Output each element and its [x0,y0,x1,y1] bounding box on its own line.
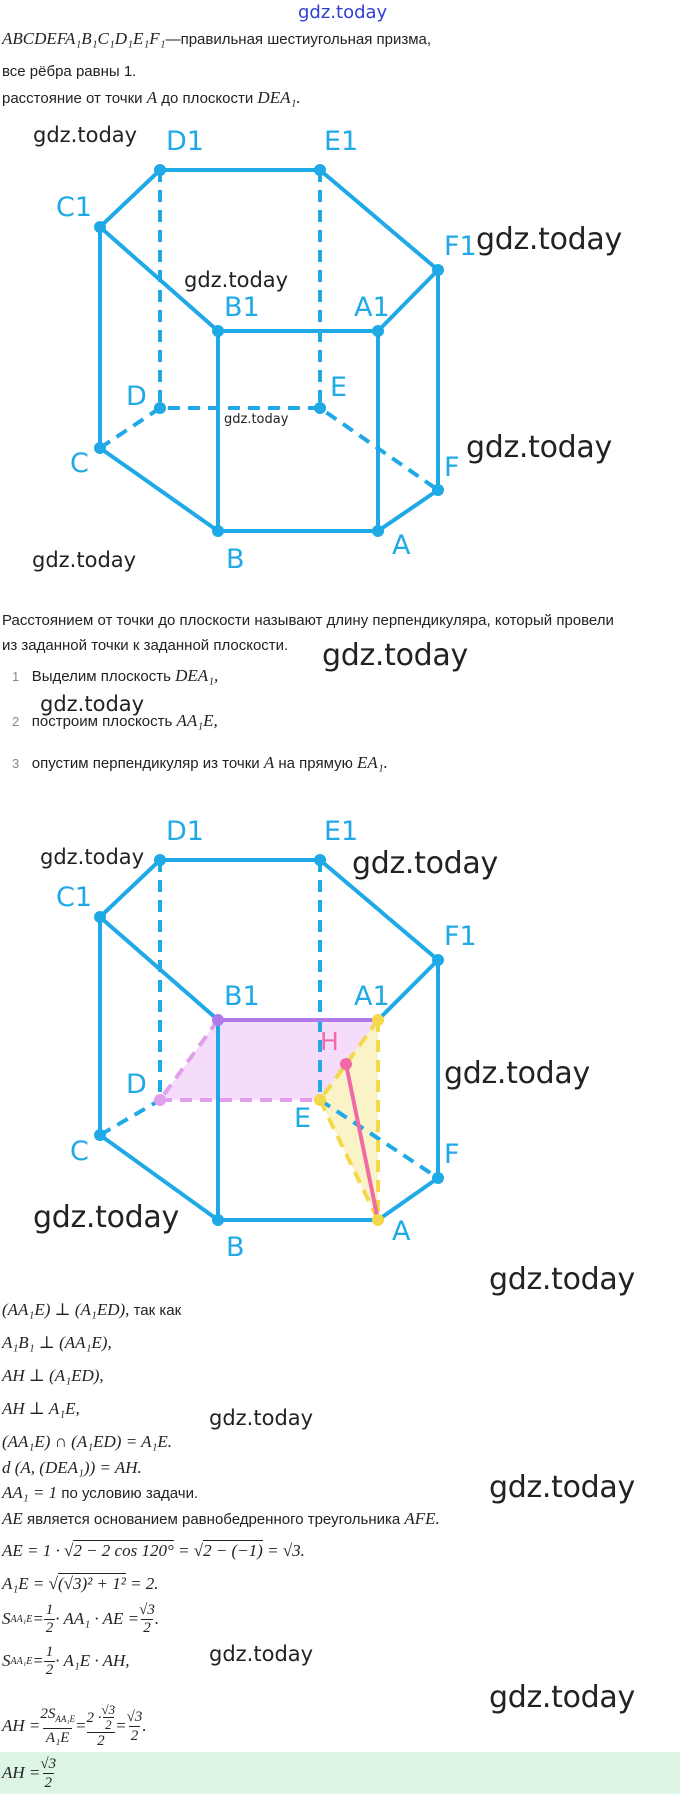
fig1-label-b: B [226,544,245,575]
step-2 [12,711,218,732]
step-number: 1 [12,669,20,684]
fig1-bottom-visible [100,448,438,531]
fig2-label-f1: F1 [444,921,477,952]
fig1-label-a1: A1 [354,292,390,323]
problem-line-1-rest: —правильная шестиугольная призма, [165,31,432,48]
equation-ae: AE = 1 · √2 − 2 cos 120° = √2 − (−1) = √3. [2,1541,305,1560]
solution-line-6: d (A, (DEA₁)) = AH. [2,1458,142,1477]
step-text: Выделим плоскость [31,668,176,685]
watermark: gdz.today [209,1642,314,1666]
solution-line-1 [2,1300,181,1321]
watermark: gdz.today [489,1470,635,1505]
watermark: gdz.today [322,638,468,673]
fig2-label-h: H [320,1027,339,1056]
solution-text: является основанием равнобедренного треугольника [22,1511,405,1528]
problem-line-3-mid: до плоскости [157,90,258,107]
problem-line-3-pre: расстояние от точки [2,90,147,107]
watermark: gdz.today [32,548,137,572]
fig1-label-f1: F1 [444,231,477,262]
step-math: EA₁. [356,753,388,772]
fig1-label-f: F [444,452,460,483]
prism-name: ABCDEFA₁B₁C₁D₁E₁F₁ [2,29,166,48]
solution-text: так как [129,1302,182,1319]
fig1-label-d1: D1 [166,126,204,157]
fig1-label-c: C [70,448,89,479]
step-math: DEA₁, [175,666,219,685]
watermark: gdz.today [40,845,145,869]
watermark: gdz.today [352,846,498,881]
answer-highlight [0,1752,680,1794]
problem-line-3 [2,88,301,109]
watermark: gdz.today [33,123,138,147]
watermark: gdz.today [184,268,289,292]
fig2-label-b1: B1 [224,981,260,1012]
fig1-label-e1: E1 [324,126,359,157]
fig2-label-b: B [226,1232,245,1260]
solution-math: AFE. [404,1509,440,1528]
problem-line-1 [2,29,431,50]
fig1-label-c1: C1 [56,192,93,223]
step-number: 3 [12,756,20,771]
watermark: gdz.today [466,430,612,465]
plane-dea1: DEA₁. [257,88,301,107]
step-number: 2 [12,714,20,729]
solution-math: AA₁ = 1 [2,1483,58,1502]
prism-figure-2 [0,810,680,1260]
fig2-label-c: C [70,1136,89,1167]
equation-a1e: A₁E = √(√3)² + 1² = 2. [2,1574,159,1593]
point-a: A [146,88,158,107]
equation-area-1: S AA₁E = $\frac{1}{2}$ · AA₁ · AE = $\frac{√3}{2}$ . [2,1601,160,1636]
watermark-top: gdz.today [298,2,388,23]
solution-math: AE [2,1509,23,1528]
step-1 [12,666,218,687]
solution-line-3: AH ⊥ (A₁ED), [2,1366,104,1385]
solution-line-4: AH ⊥ A₁E, [2,1399,80,1418]
solution-line-8 [2,1509,440,1530]
fig1-label-a: A [392,530,411,561]
watermark: gdz.today [489,1680,635,1715]
solution-math: (AA₁E) ⊥ (A₁ED), [2,1300,130,1319]
equation-area-2: S AA₁E = $\frac{1}{2}$ · A₁E · AH, [2,1643,130,1678]
step-text: на прямую [274,755,357,772]
watermark: gdz.today [489,1262,635,1297]
solution-text: по условию задачи. [57,1485,199,1502]
fig2-label-d: D [126,1069,147,1100]
fig2-label-f: F [444,1139,460,1170]
problem-line-2: все рёбра равны 1. [2,63,137,80]
fig2-label-a: A [392,1216,411,1247]
solution-line-7 [2,1483,198,1504]
solution-line-5: (AA₁E) ∩ (A₁ED) = A₁E. [2,1432,173,1451]
fig2-label-a1: A1 [354,981,390,1012]
watermark: gdz.today [33,1200,179,1235]
fig1-label-e: E [330,372,348,403]
fig1-label-d: D [126,381,147,412]
prism-figure-1 [0,120,680,580]
fig2-label-e1: E1 [324,816,359,847]
step-text: опустим перпендикуляр из точки [31,755,264,772]
watermark: gdz.today [209,1406,314,1430]
step-text: построим плоскость [31,713,177,730]
fig2-label-c1: C1 [56,882,93,913]
solution-line-2: A₁B₁ ⊥ (AA₁E), [2,1333,112,1352]
definition-line-2: из заданной точки к заданной плоскости. [2,637,289,654]
fig1-label-b1: B1 [224,292,260,323]
equation-ah: AH = $2S_{AA_1E}$ A₁E = 2 · √3 2 2 = $\frac{√3}{2}$ . [2,1702,147,1749]
fig2-edge-cd [100,1100,160,1135]
fig2-label-e: E [294,1103,312,1134]
step-math: AA₁E, [176,711,218,730]
definition-line-1: Расстоянием от точки до плоскости называют длину перпендикуляра, который провели [2,612,614,629]
watermark: gdz.today [40,692,145,716]
step-3 [12,753,388,774]
answer: AH = $\frac{√3}{2}$ [2,1755,57,1791]
watermark: gdz.today [224,412,289,427]
watermark: gdz.today [476,222,622,257]
watermark: gdz.today [444,1056,590,1091]
step-math: A [263,753,275,772]
fig2-label-d1: D1 [166,816,204,847]
